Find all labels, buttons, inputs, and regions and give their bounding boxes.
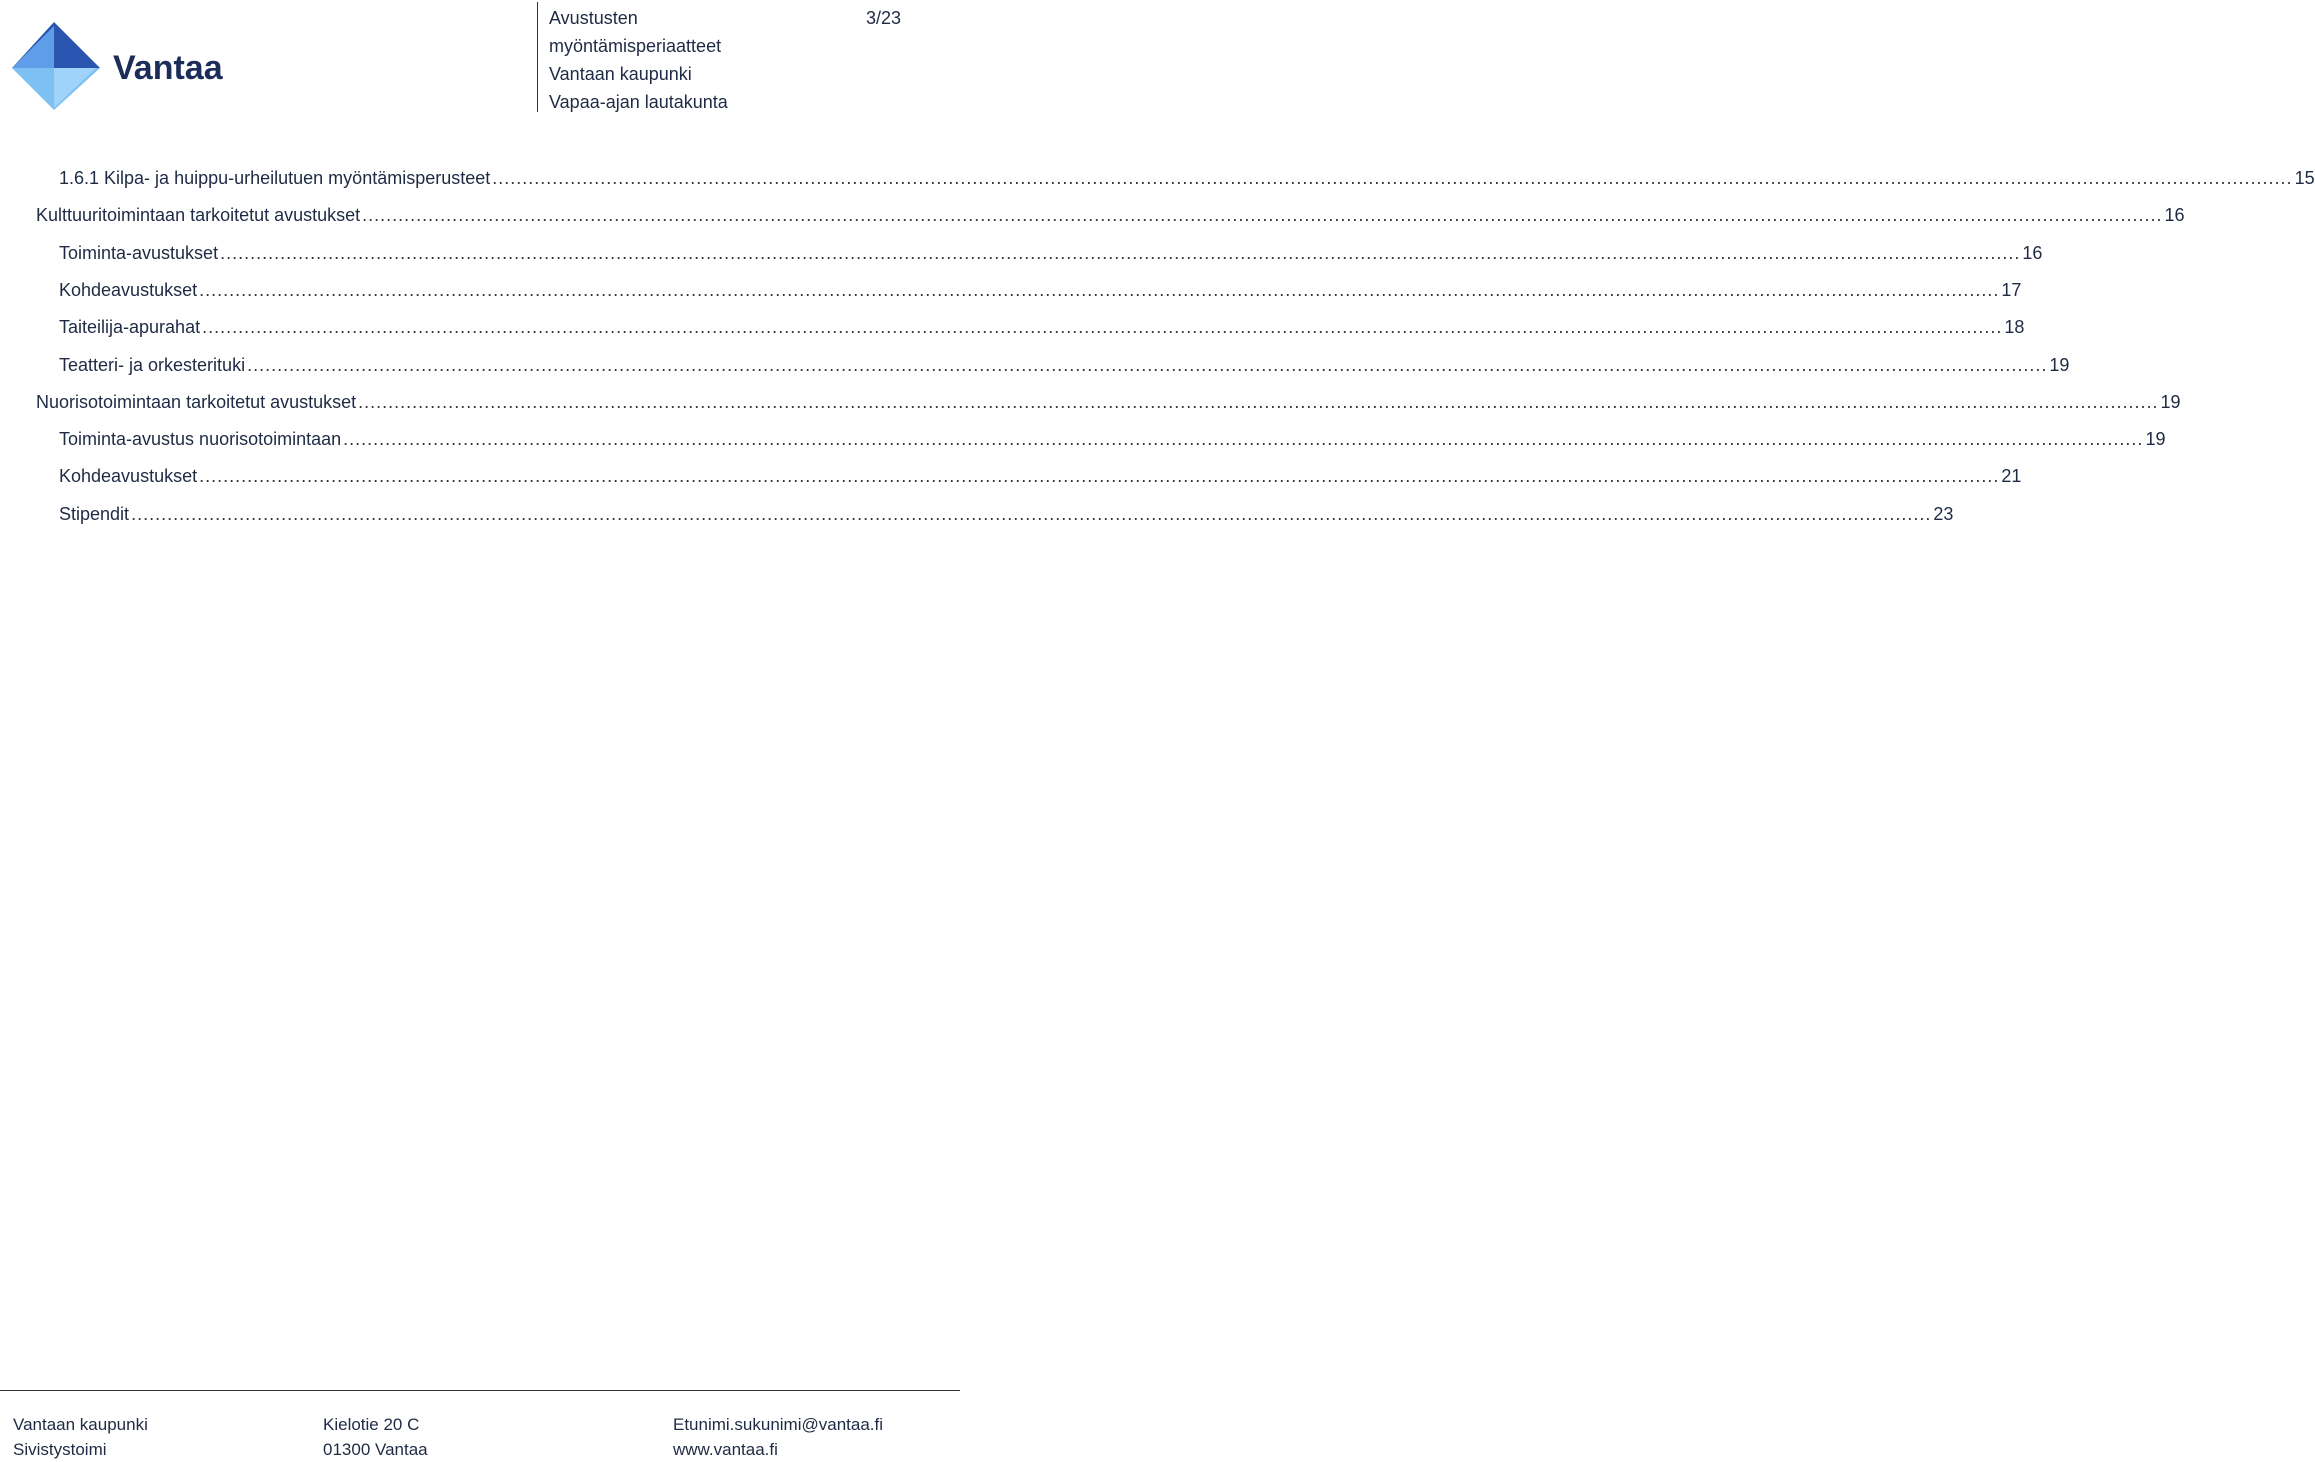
- footer-email[interactable]: Etunimi.sukunimi@vantaa.fi: [673, 1415, 884, 1434]
- toc-entry-page: 19: [2049, 354, 2070, 375]
- toc-entry[interactable]: [59, 317, 2025, 347]
- toc-entry-title: Taiteilija-apurahat: [59, 317, 201, 338]
- doc-title-line2: myöntämisperiaatteet: [549, 36, 722, 56]
- toc-entry-page: 21: [2001, 466, 2022, 487]
- toc-entry-page: 19: [2160, 391, 2181, 412]
- footer-postal: 01300 Vantaa: [323, 1440, 428, 1459]
- toc-entry[interactable]: [36, 205, 2185, 235]
- toc-leader-dots: ............................................................................................................................................................................................................................................................................................................: [220, 242, 2021, 263]
- toc-entry-page: 23: [1933, 503, 1954, 524]
- doc-title-line1: Avustusten: [549, 8, 638, 28]
- toc-entry-page: 18: [2004, 317, 2025, 338]
- toc-leader-dots: ............................................................................................................................................................................................................................................................................................................: [362, 205, 2163, 226]
- toc-entry-title: Kohdeavustukset: [59, 466, 198, 487]
- header-separator: [537, 2, 538, 112]
- toc-entry-title: Stipendit: [59, 503, 130, 524]
- toc-entry[interactable]: [59, 279, 2022, 310]
- footer-org-name: Vantaan kaupunki: [13, 1415, 148, 1434]
- header-committee: Vapaa-ajan lautakunta: [549, 92, 728, 112]
- toc-entry-title: Teatteri- ja orkesterituki: [59, 354, 246, 375]
- toc-entry[interactable]: [59, 503, 1954, 534]
- toc-entry[interactable]: [36, 391, 2181, 422]
- page-number: 3/23: [866, 8, 902, 28]
- toc-entry-page: 17: [2001, 279, 2022, 300]
- toc-entry-title: 1.6.1 Kilpa- ja huippu-urheilutuen myöntämisperusteet: [59, 168, 491, 188]
- footer-website[interactable]: www.vantaa.fi: [673, 1440, 778, 1459]
- toc-leader-dots: ............................................................................................................................................................................................................................................................................................................: [492, 168, 2293, 188]
- toc-leader-dots: ............................................................................................................................................................................................................................................................................................................: [199, 279, 2000, 300]
- toc-entry[interactable]: [59, 168, 2315, 198]
- toc-entry-page: 19: [2145, 429, 2166, 450]
- vantaa-logo: [10, 20, 250, 112]
- toc-leader-dots: ............................................................................................................................................................................................................................................................................................................: [343, 429, 2144, 450]
- toc-entry[interactable]: [59, 354, 2070, 385]
- toc-entry-title: Nuorisotoimintaan tarkoitetut avustukset: [36, 391, 357, 412]
- footer-divider: [0, 1390, 960, 1391]
- footer-department: Sivistystoimi: [13, 1440, 107, 1459]
- header-organization: Vantaan kaupunki: [549, 64, 692, 84]
- toc-entry[interactable]: [59, 242, 2043, 273]
- header-info: [549, 4, 728, 116]
- toc-entry-page: 15: [2294, 168, 2315, 188]
- toc-entry-title: Toiminta-avustukset: [59, 242, 219, 263]
- footer-org: [13, 1412, 148, 1462]
- toc-entry-title: Kulttuuritoimintaan tarkoitetut avustukset: [36, 205, 361, 226]
- toc-leader-dots: ............................................................................................................................................................................................................................................................................................................: [199, 466, 2000, 487]
- toc-leader-dots: ............................................................................................................................................................................................................................................................................................................: [247, 354, 2048, 375]
- footer-address: [323, 1412, 428, 1462]
- toc-leader-dots: ............................................................................................................................................................................................................................................................................................................: [202, 317, 2003, 338]
- footer-street: Kielotie 20 C: [323, 1415, 420, 1434]
- toc-entry-page: 16: [2022, 242, 2043, 263]
- toc-entry-title: Kohdeavustukset: [59, 279, 198, 300]
- toc-entry[interactable]: [59, 466, 2022, 496]
- logo-text: Vantaa: [113, 49, 223, 87]
- footer-contact: [673, 1412, 883, 1462]
- toc-entry-title: Toiminta-avustus nuorisotoimintaan: [59, 429, 342, 450]
- toc-leader-dots: ............................................................................................................................................................................................................................................................................................................: [131, 503, 1932, 524]
- toc-entry[interactable]: [59, 429, 2166, 459]
- toc-entry-page: 16: [2164, 205, 2185, 226]
- toc-leader-dots: ............................................................................................................................................................................................................................................................................................................: [358, 391, 2159, 412]
